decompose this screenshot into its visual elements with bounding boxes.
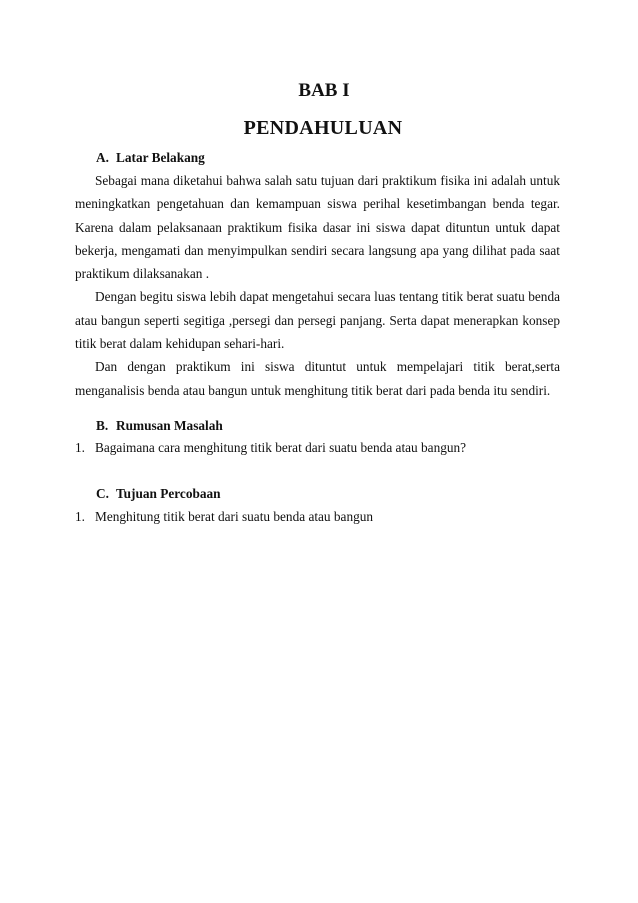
section-number: A. — [96, 150, 109, 165]
section-title: Tujuan Percobaan — [116, 486, 221, 501]
list-number: 1. — [75, 440, 85, 455]
paragraph: Dengan begitu siswa lebih dapat mengetahui secara luas tentang titik berat suatu benda atau bangun seperti segitiga ,persegi dan persegi panjang. Serta dapat menerapkan konsep titik berat dalam kehidupan sehari-hari. — [75, 289, 560, 352]
paragraph: Dan dengan praktikum ini siswa dituntut untuk mempelajari titik berat,serta menganalisis benda atau bangun untuk menghitung titik berat dari pada benda itu sendiri. — [75, 359, 560, 398]
chapter-title: PENDAHULUAN — [243, 117, 403, 139]
section-heading-latar-belakang — [96, 150, 205, 166]
list-item — [75, 440, 560, 456]
list-text: Bagaimana cara menghitung titik berat dari suatu benda atau bangun? — [95, 440, 467, 455]
section-heading-tujuan-percobaan — [96, 486, 221, 502]
section-body-latar-belakang — [75, 169, 560, 402]
list-item — [75, 509, 560, 525]
section-title: Rumusan Masalah — [116, 418, 223, 433]
chapter-number: BAB I — [298, 80, 350, 101]
list-number: 1. — [75, 509, 85, 524]
section-number: C. — [96, 486, 109, 501]
section-heading-rumusan-masalah — [96, 418, 223, 434]
section-title: Latar Belakang — [116, 150, 205, 165]
list-text: Menghitung titik berat dari suatu benda atau bangun — [95, 509, 374, 524]
paragraph: Sebagai mana diketahui bahwa salah satu tujuan dari praktikum fisika ini adalah untuk meningkatkan pengetahuan dan kemampuan siswa perihal kesetimbangan benda tegar. Karena dalam pelaksanaan praktikum fisika dasar ini siswa dapat dituntun untuk dapat bekerja, mengamati dan menyimpulkan sendiri secara langsung apa yang dilihat pada saat praktikum dilaksanakan . — [75, 173, 560, 282]
section-number: B. — [96, 418, 109, 433]
